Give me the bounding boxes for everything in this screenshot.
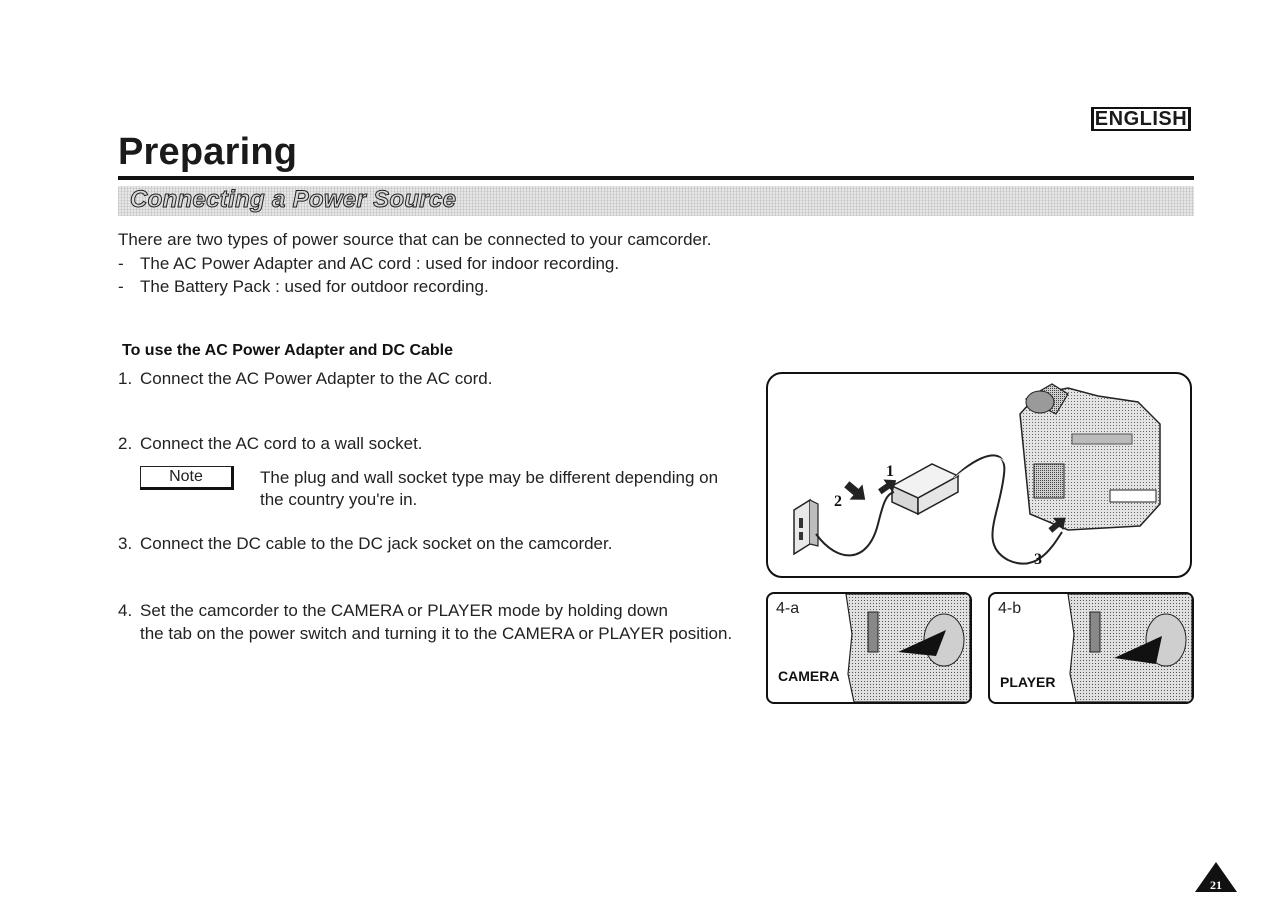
page-title: Preparing — [118, 131, 298, 173]
step-text: Set the camcorder to the CAMERA or PLAYER mode by holding down — [140, 601, 668, 620]
wall-socket — [794, 500, 818, 554]
step-1 — [118, 368, 492, 390]
intro-bullet: - The AC Power Adapter and AC cord : used for indoor recording. — [118, 254, 620, 273]
section-title: Connecting a Power Source — [130, 186, 457, 213]
page-number: 21 — [1210, 878, 1222, 892]
step-3 — [118, 533, 612, 555]
connection-illustration — [766, 372, 1192, 578]
intro-bullet: - The Battery Pack : used for outdoor recording. — [118, 277, 489, 296]
callout-2: 2 — [834, 493, 842, 510]
callout-3: 3 — [1034, 551, 1042, 568]
section-banner — [118, 186, 1194, 216]
page-number-badge — [1193, 860, 1239, 894]
note-text: The plug and wall socket type may be different depending on — [260, 468, 719, 487]
step-number: 4. — [118, 601, 133, 620]
ac-adapter — [892, 464, 958, 514]
figure-4a-mode: CAMERA — [778, 668, 840, 684]
figure-4a — [766, 592, 972, 704]
step-text: Connect the AC cord to a wall socket. — [140, 434, 423, 453]
intro-bullet-text: The Battery Pack : used for outdoor recording. — [140, 277, 489, 296]
callout-1: 1 — [886, 463, 894, 480]
step-text: Connect the AC Power Adapter to the AC cord. — [140, 369, 493, 388]
figure-4b-label: 4-b — [998, 600, 1022, 617]
language-badge: ENGLISH — [1091, 107, 1191, 131]
step-2 — [118, 433, 423, 455]
connection-drawing — [768, 374, 1190, 576]
step-4 — [118, 600, 668, 622]
step-text: Connect the DC cable to the DC jack socket on the camcorder. — [140, 534, 613, 553]
intro-text: There are two types of power source that can be connected to your camcorder. — [118, 230, 712, 249]
camcorder — [1020, 384, 1160, 530]
step-number: 3. — [118, 534, 133, 553]
note-text: the country you're in. — [260, 490, 418, 509]
procedure-heading: To use the AC Power Adapter and DC Cable — [122, 342, 454, 359]
title-rule — [118, 176, 1194, 180]
figure-4b-mode: PLAYER — [1000, 674, 1056, 690]
intro-bullet-text: The AC Power Adapter and AC cord : used for indoor recording. — [140, 254, 620, 273]
page-number-triangle — [1193, 860, 1239, 894]
figure-4b — [988, 592, 1194, 704]
step-4-continued: the tab on the power switch and turning it to the CAMERA or PLAYER position. — [140, 624, 733, 643]
arrow-2 — [840, 477, 871, 508]
figure-4a-label: 4-a — [776, 600, 800, 617]
step-number: 1. — [118, 369, 133, 388]
step-number: 2. — [118, 434, 133, 453]
note-badge: Note — [140, 466, 234, 490]
